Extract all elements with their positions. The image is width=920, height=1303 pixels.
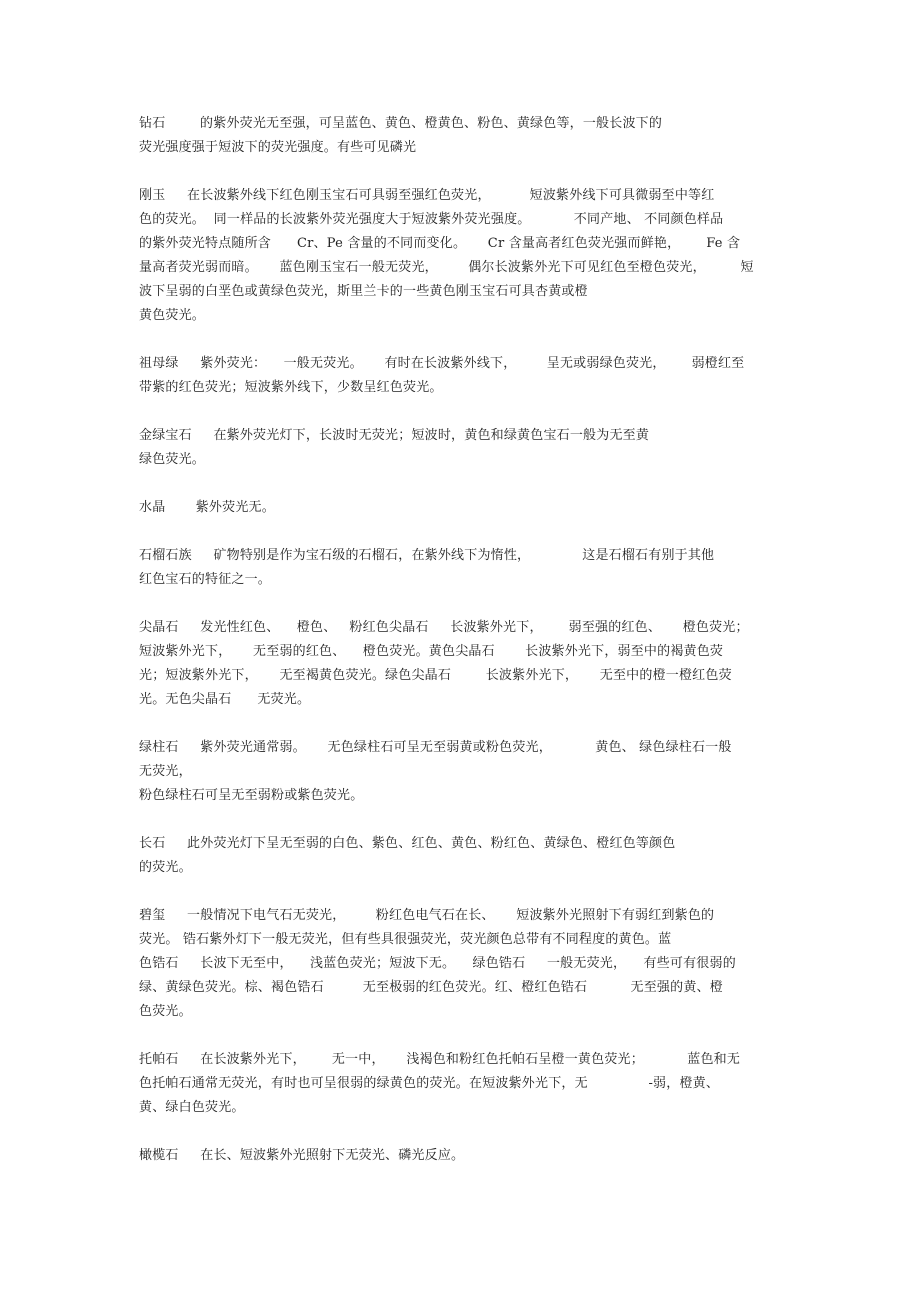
gem-entry-paragraph	[139, 1048, 779, 1120]
text-line: 量高者荧光弱而暗。 蓝色刚玉宝石一般无荧光， 偶尔长波紫外光下可见红色至橙色荧光， 短	[139, 260, 754, 275]
text-line: 绿色荧光。	[139, 452, 206, 467]
document-body	[139, 112, 779, 1192]
gem-entry-paragraph	[139, 184, 779, 328]
text-line: 水晶 紫外荧光无。	[139, 500, 275, 515]
text-line: 无荧光，	[139, 764, 192, 779]
text-line: 橄榄石 在长、短波紫外光照射下无荧光、磷光反应。	[139, 1148, 465, 1163]
gem-entry-paragraph	[139, 496, 779, 520]
text-line: 金绿宝石 在紫外荧光灯下，长波时无荧光；短波时，黄色和绿黄色宝石一般为无至黄	[139, 428, 650, 443]
text-line: 荧光。 锆石紫外灯下一般无荧光，但有些具很强荧光，荧光颜色总带有不同程度的黄色。蓝	[139, 932, 672, 947]
gem-entry-paragraph	[139, 1144, 779, 1168]
text-line: 荧光强度强于短波下的荧光强度。有些可见磷光	[139, 140, 417, 155]
text-line: 长石 此外荧光灯下呈无至弱的白色、紫色、红色、黄色、粉红色、黄绿色、橙红色等颜色	[139, 836, 676, 851]
text-line: 红色宝石的特征之一。	[139, 572, 272, 587]
text-line: 光；短波紫外光下， 无至褐黄色荧光。绿色尖晶石 长波紫外光下， 无至中的橙一橙红色荧	[139, 668, 732, 683]
text-line: 粉色绿柱石可呈无至弱粉或紫色荧光。	[139, 788, 364, 803]
gem-entry-paragraph	[139, 736, 779, 808]
text-line: 色的荧光。 同一样品的长波紫外荧光强度大于短波紫外荧光强度。 不同产地、 不同颜色样品	[139, 212, 724, 227]
text-line: 带紫的红色荧光；短波紫外线下，少数呈红色荧光。	[139, 380, 443, 395]
gem-entry-paragraph	[139, 544, 779, 592]
text-line: 色托帕石通常无荧光，有时也可呈很弱的绿黄色的荧光。在短波紫外光下，无 -弱，橙黄、	[139, 1076, 720, 1091]
text-line: 的紫外荧光特点随所含 Cr、Pe 含量的不同而变化。 Cr 含量高者红色荧光强而鲜艳， Fe 含	[139, 236, 741, 251]
gem-entry-paragraph	[139, 352, 779, 400]
gem-entry-paragraph	[139, 112, 779, 160]
text-line: 黄、绿白色荧光。	[139, 1100, 245, 1115]
text-line: 短波紫外光下， 无至弱的红色、 橙色荧光。黄色尖晶石 长波紫外光下，弱至中的褐黄色荧	[139, 644, 724, 659]
gem-entry-paragraph	[139, 616, 779, 712]
text-line: 色锆石 长波下无至中， 浅蓝色荧光；短波下无。 绿色锆石 一般无荧光， 有些可有很弱的	[139, 956, 736, 971]
gem-entry-paragraph	[139, 904, 779, 1024]
text-line: 的荧光。	[139, 860, 192, 875]
text-line: 尖晶石 发光性红色、 橙色、 粉红色尖晶石 长波紫外光下， 弱至强的红色、 橙色荧光；	[139, 620, 749, 635]
text-line: 色荧光。	[139, 1004, 192, 1019]
text-line: 波下呈弱的白垩色或黄绿色荧光，斯里兰卡的一些黄色刚玉宝石可具杏黄或橙	[139, 284, 588, 299]
text-line: 祖母绿 紫外荧光： 一般无荧光。 有时在长波紫外线下， 呈无或弱绿色荧光， 弱橙红至	[139, 356, 745, 371]
text-line: 黄色荧光。	[139, 308, 206, 323]
text-line: 绿、黄绿色荧光。棕、褐色锆石 无至极弱的红色荧光。红、橙红色锆石 无至强的黄、橙	[139, 980, 723, 995]
text-line: 光。无色尖晶石 无荧光。	[139, 692, 311, 707]
text-line: 碧玺 一般情况下电气石无荧光， 粉红色电气石在长、 短波紫外光照射下有弱红到紫色的	[139, 908, 715, 923]
text-line: 绿柱石 紫外荧光通常弱。 无色绿柱石可呈无至弱黄或粉色荧光， 黄色、 绿色绿柱石一般	[139, 740, 732, 755]
text-line: 刚玉 在长波紫外线下红色刚玉宝石可具弱至强红色荧光， 短波紫外线下可具微弱至中等红	[139, 188, 715, 203]
text-line: 钻石 的紫外荧光无至强，可呈蓝色、黄色、橙黄色、粉色、黄绿色等，一般长波下的	[139, 116, 663, 131]
text-line: 托帕石 在长波紫外光下， 无一中， 浅褐色和粉红色托帕石呈橙一黄色荧光； 蓝色和无	[139, 1052, 741, 1067]
gem-entry-paragraph	[139, 424, 779, 472]
gem-entry-paragraph	[139, 832, 779, 880]
text-line: 石榴石族 矿物特别是作为宝石级的石榴石，在紫外线下为惰性， 这是石榴石有别于其他	[139, 548, 715, 563]
